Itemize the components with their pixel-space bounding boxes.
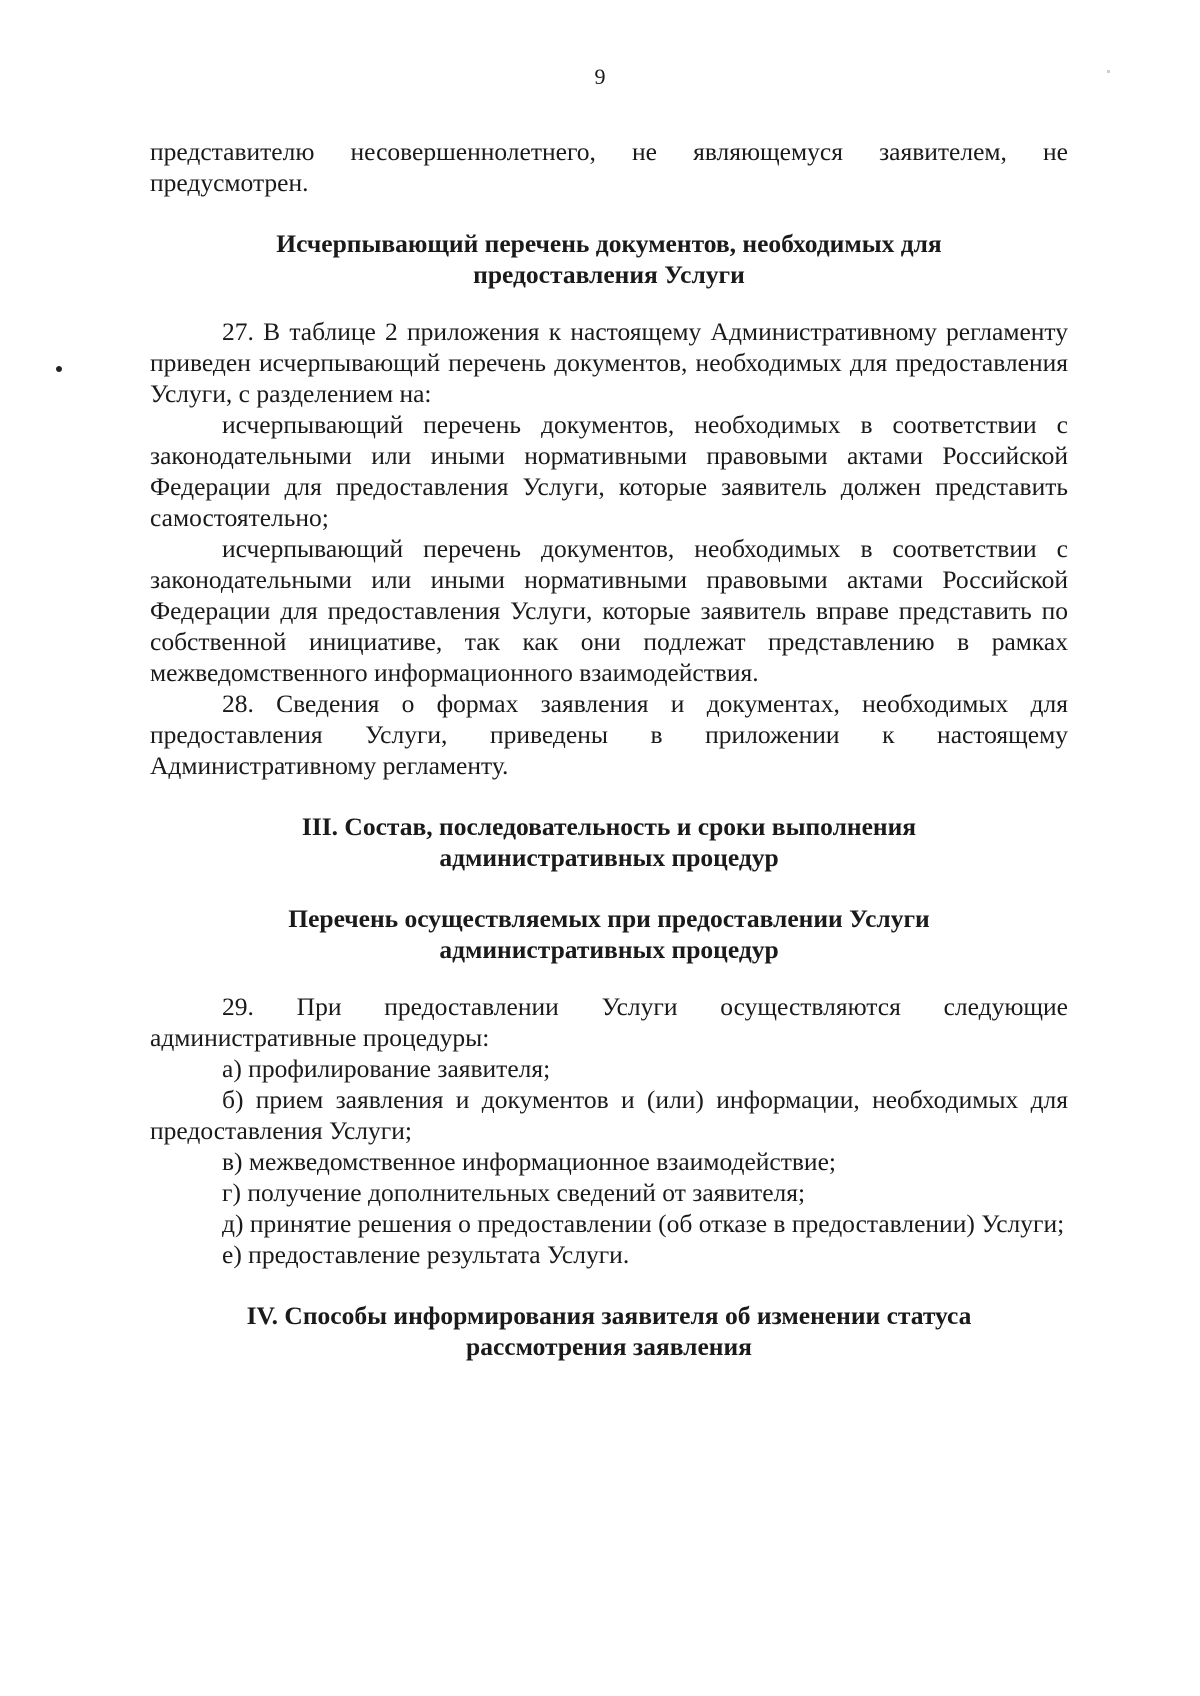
procedure-item: в) межведомственное информационное взаимодействие; bbox=[222, 1147, 836, 1176]
heading-line: III. Состав, последовательность и сроки выполнения bbox=[301, 812, 917, 841]
paragraph-28: 28. Сведения о формах заявления и документах, необходимых для предоставления Услуги, приведены в приложении к настоящему Административному регламенту. bbox=[150, 689, 1068, 780]
procedure-item: г) получение дополнительных сведений от заявителя; bbox=[222, 1178, 806, 1207]
heading-line: IV. Способы информирования заявителя об изменении статуса bbox=[246, 1301, 972, 1330]
procedure-item: б) прием заявления и документов и (или) информации, необходимых для предоставления Услуги; bbox=[150, 1085, 1068, 1145]
document-body bbox=[150, 136, 1068, 1362]
procedure-item: д) принятие решения о предоставлении (об отказе в предоставлении) Услуги; bbox=[222, 1209, 1065, 1238]
procedure-item: а) профилирование заявителя; bbox=[222, 1054, 551, 1083]
paragraph-27-item-2: исчерпывающий перечень документов, необходимых в соответствии с законодательными или иными нормативными правовыми актами Российской Федерации для предоставления Услуги, которые заявитель вправе представить по собственной инициативе, так как они подлежат представлению в рамках межведомственного информационного взаимодействия. bbox=[150, 534, 1068, 687]
heading-section-4 bbox=[150, 1300, 1068, 1362]
heading-procedures-list bbox=[150, 903, 1068, 965]
paragraph-29: 29. При предоставлении Услуги осуществляются следующие административные процедуры: bbox=[150, 992, 1068, 1052]
margin-dot bbox=[56, 366, 62, 372]
heading-section-3 bbox=[150, 811, 1068, 873]
heading-line: рассмотрения заявления bbox=[466, 1332, 752, 1361]
heading-line: административных процедур bbox=[439, 935, 779, 964]
procedure-item: е) предоставление результата Услуги. bbox=[222, 1240, 630, 1269]
heading-line: Перечень осуществляемых при предоставлении Услуги bbox=[288, 904, 930, 933]
paragraph-27: 27. В таблице 2 приложения к настоящему Административному регламенту приведен исчерпывающий перечень документов, необходимых для предоставления Услуги, с разделением на: bbox=[150, 317, 1068, 408]
heading-documents-list bbox=[150, 228, 1068, 290]
intro-paragraph: представителю несовершеннолетнего, не являющемуся заявителем, не предусмотрен. bbox=[150, 137, 1068, 197]
heading-line: предоставления Услуги bbox=[473, 260, 745, 289]
paragraph-27-item-1: исчерпывающий перечень документов, необходимых в соответствии с законодательными или иными нормативными правовыми актами Российской Федерации для предоставления Услуги, которые заявитель должен представить самостоятельно; bbox=[150, 410, 1068, 532]
heading-line: административных процедур bbox=[439, 843, 779, 872]
page-number: 9 bbox=[594, 64, 606, 89]
heading-line: Исчерпывающий перечень документов, необходимых для bbox=[276, 229, 942, 258]
